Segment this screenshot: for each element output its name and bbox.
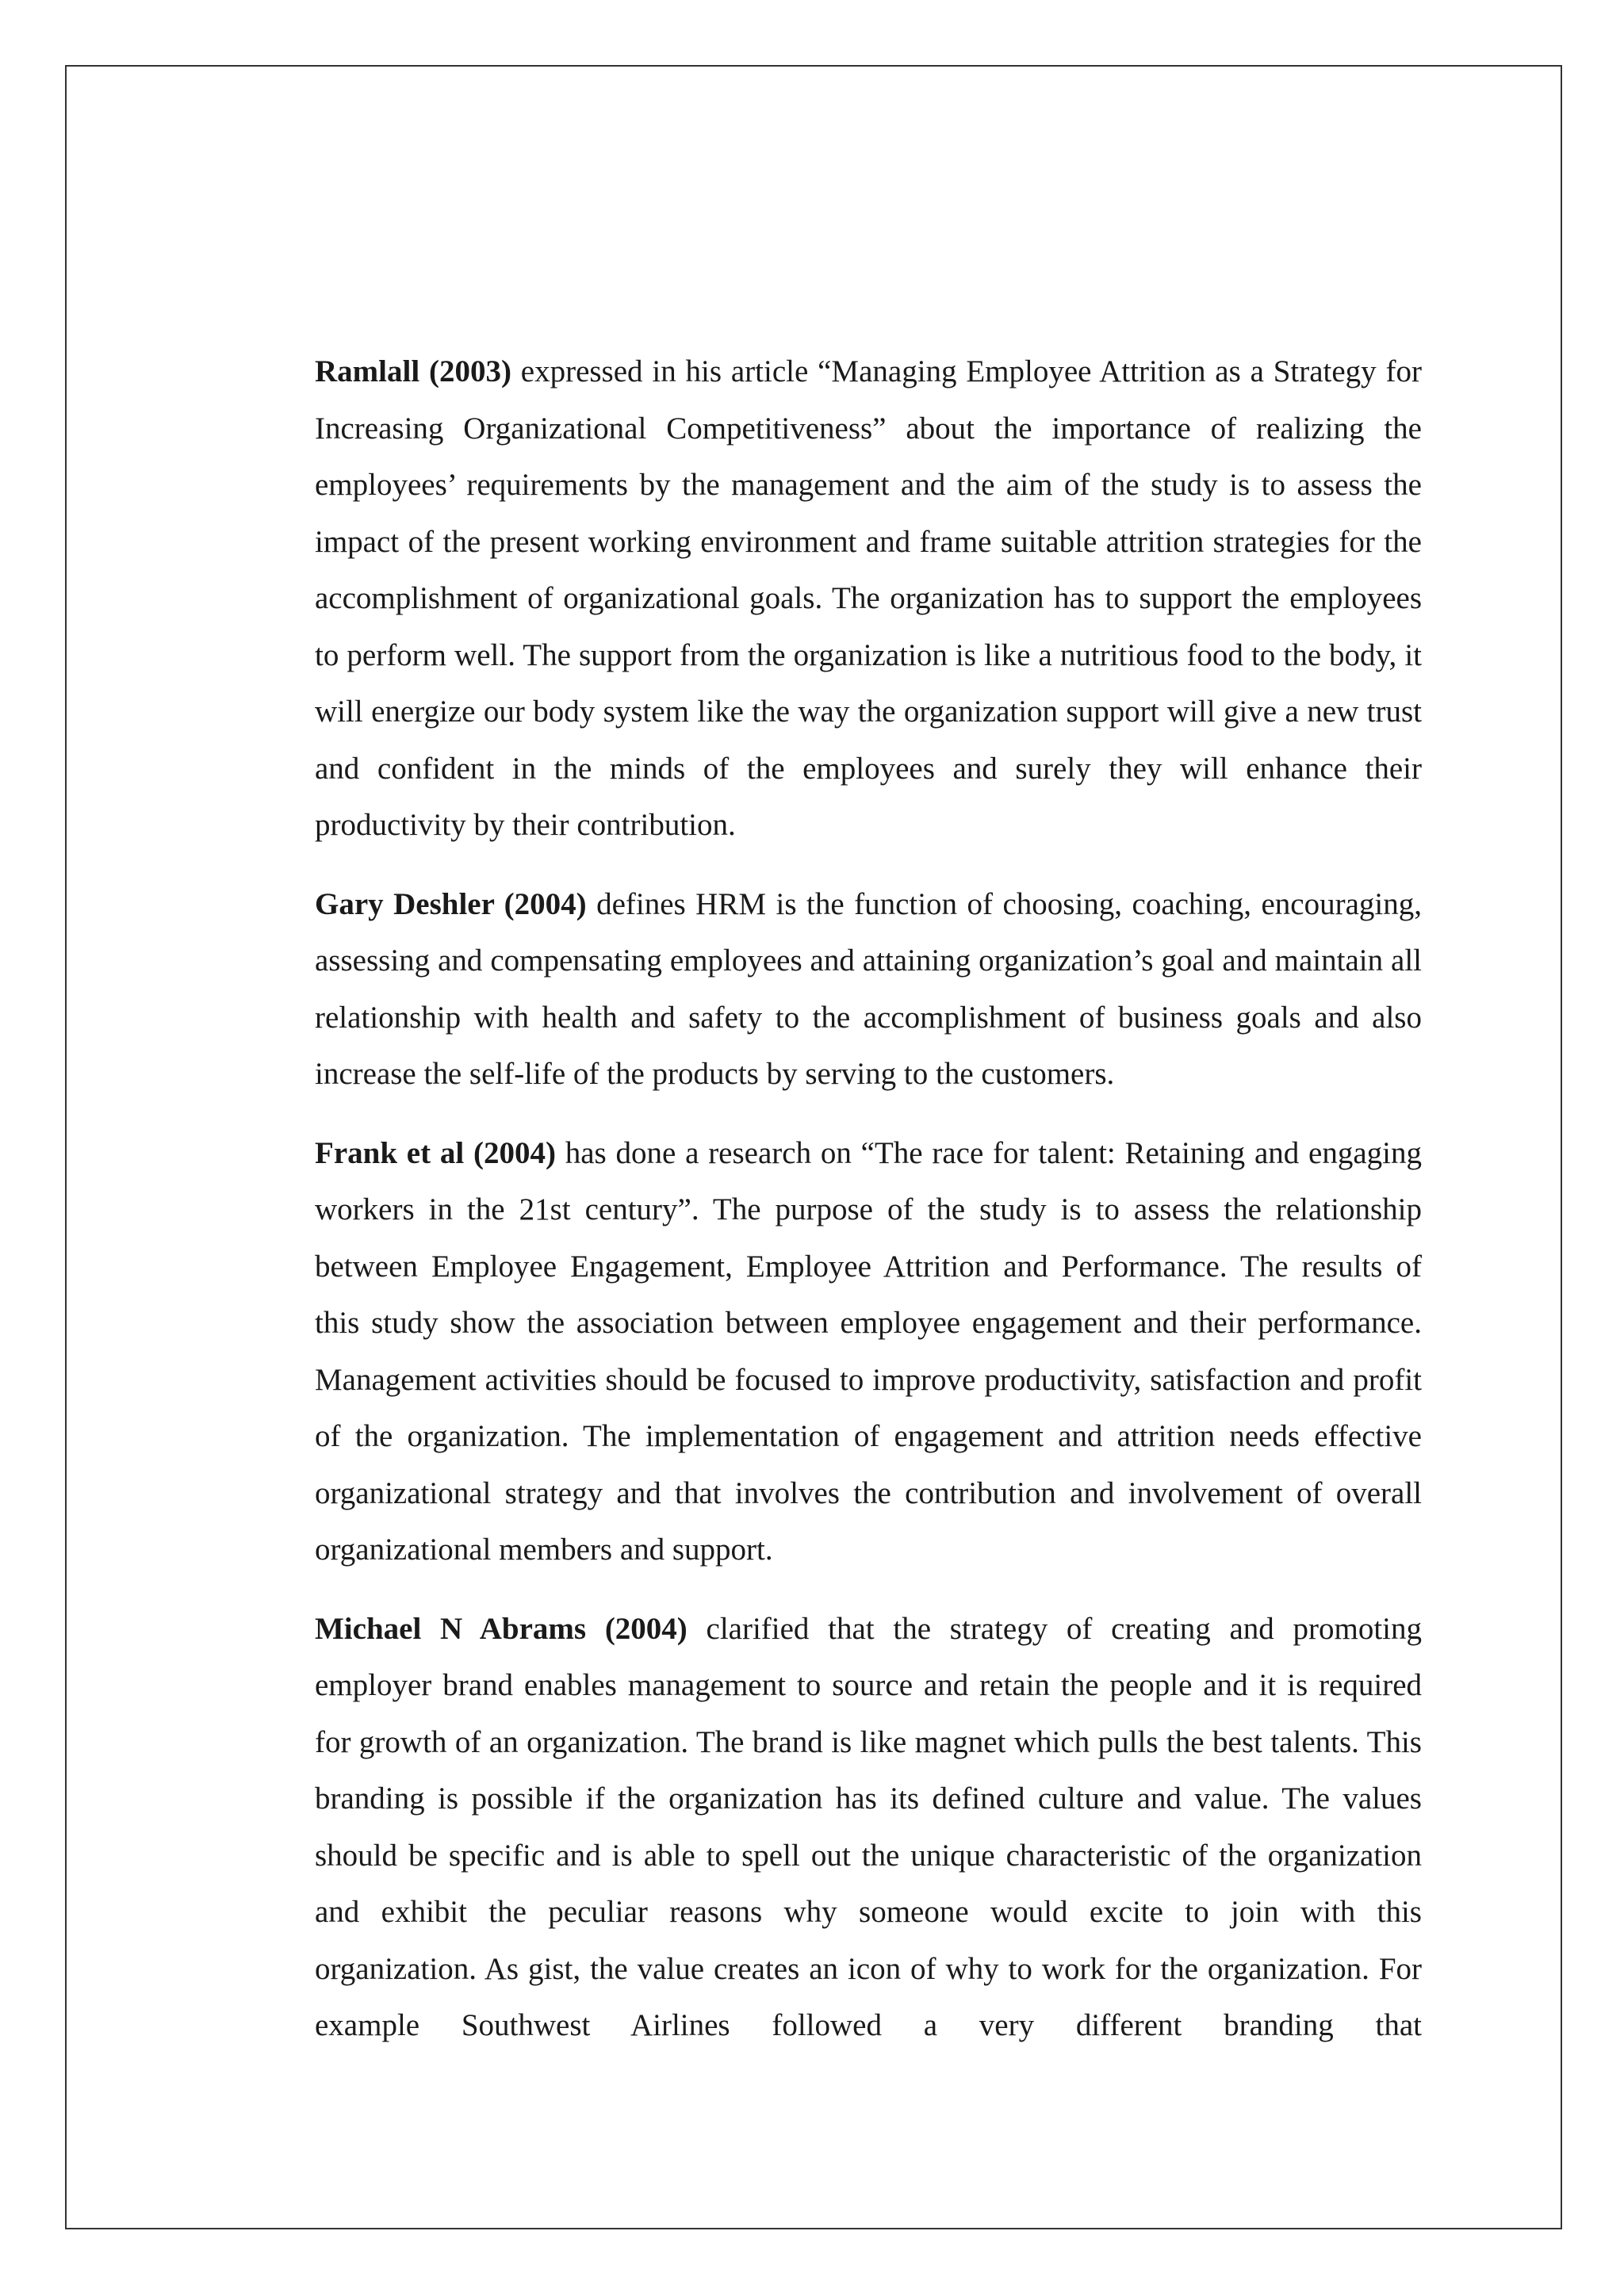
author-citation: Ramlall (2003) [315, 354, 511, 388]
paragraph-deshler [315, 876, 1422, 1103]
paragraph-text: expressed in his article “Managing Employee Attrition as a Strategy for Increasing Organizational Competitiveness” about the importance of realizing the employees’ requirements by the management and the aim of the study is to assess the impact of the present working environment and frame suitable attrition strategies for the accomplishment of organizational goals. The organization has to support the employees to perform well. The support from the organization is like a nutritious food to the body, it will energize our body system like the way the organization support will give a new trust and confident in the minds of the employees and surely they will enhance their productivity by their contribution. [315, 354, 1422, 842]
paragraph-frank [315, 1125, 1422, 1578]
paragraph-abrams [315, 1601, 1422, 2054]
paragraph-text: clarified that the strategy of creating and promoting employer brand enables management to source and retain the people and it is required for growth of an organization. The brand is like magnet which pulls the best talents. This branding is possible if the organization has its defined culture and value. The values should be specific and is able to spell out the unique characteristic of the organization and exhibit the peculiar reasons why someone would excite to join with this organization. As gist, the value creates an icon of why to work for the organization. For example Southwest Airlines followed a very different branding that [315, 1611, 1422, 2042]
author-citation: Michael N Abrams (2004) [315, 1611, 688, 1646]
paragraph-ramlall [315, 343, 1422, 854]
paragraph-text: has done a research on “The race for talent: Retaining and engaging workers in the 21st century”. The purpose of the study is to assess the relationship between Employee Engagement, Employee Attrition and Performance. The results of this study show the association between employee engagement and their performance. Management activities should be focused to improve productivity, satisfaction and profit of the organization. The implementation of engagement and attrition needs effective organizational strategy and that involves the contribution and involvement of overall organizational members and support. [315, 1135, 1423, 1567]
author-citation: Frank et al (2004) [315, 1135, 556, 1170]
document-body [315, 343, 1422, 2076]
author-citation: Gary Deshler (2004) [315, 886, 587, 921]
paragraph-text: defines HRM is the function of choosing, coaching, encouraging, assessing and compensating employees and attaining organization’s goal and maintain all relationship with health and safety to the accomplishment of business goals and also increase the self-life of the products by serving to the customers. [315, 886, 1422, 1091]
